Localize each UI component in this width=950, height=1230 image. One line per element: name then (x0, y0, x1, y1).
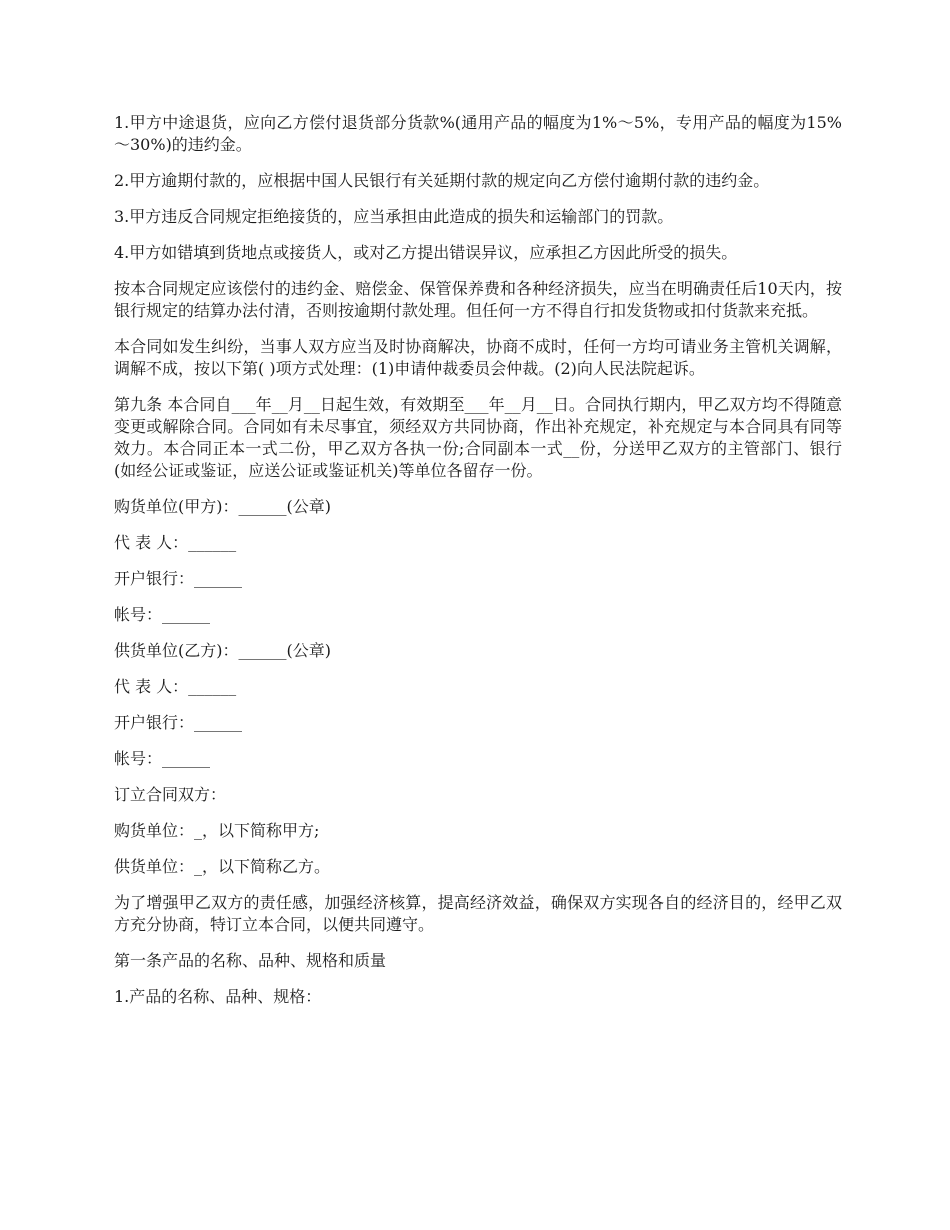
buyer-bank-line: 开户银行：______ (114, 569, 243, 588)
paragraph-article-nine: 第九条 本合同自___年__月__日起生效，有效期至___年__月__日。合同执行期内，甲乙双方均不得随意变更或解除合同。合同如有未尽事宜，须经双方共同协商，作出补充规定，补充规定与本合同具有同等效力。本合同正本一式二份，甲乙双方各执一份;合同副本一式__份，分送甲乙双方的主管部门、银行(如经公证或鉴证，应送公证或鉴证机关)等单位各留存一份。 (114, 395, 842, 480)
seller-bank-line: 开户银行：______ (114, 713, 243, 732)
article-one-heading: 第一条产品的名称、品种、规格和质量 (114, 951, 387, 970)
buyer-representative-line: 代 表 人：______ (114, 533, 237, 552)
paragraph-settlement: 按本合同规定应该偿付的违约金、赔偿金、保管保养费和各种经济损失，应当在明确责任后10天内，按银行规定的结算办法付清，否则按逾期付款处理。但任何一方不得自行扣发货物或扣付货款来充抵。 (114, 279, 842, 320)
seller-account-line: 帐号：______ (114, 749, 211, 768)
paragraph-dispute: 本合同如发生纠纷，当事人双方应当及时协商解决，协商不成时，任何一方均可请业务主管机关调解，调解不成，按以下第( )项方式处理：(1)申请仲裁委员会仲裁。(2)向人民法院起诉。 (114, 337, 842, 378)
paragraph-preamble: 为了增强甲乙双方的责任感，加强经济核算，提高经济效益，确保双方实现各自的经济目的，经甲乙双方充分协商，特订立本合同，以便共同遵守。 (114, 893, 842, 934)
paragraph-penalty-refuse-delivery: 3.甲方违反合同规定拒绝接货的，应当承担由此造成的损失和运输部门的罚款。 (114, 207, 674, 226)
seller-unit-line: 供货单位(乙方)：______(公章) (114, 641, 331, 660)
seller-party-line: 供货单位：_，以下简称乙方。 (114, 857, 331, 876)
product-spec-line: 1.产品的名称、品种、规格： (114, 987, 322, 1006)
buyer-unit-line: 购货单位(甲方)：______(公章) (114, 497, 331, 516)
paragraph-penalty-return: 1.甲方中途退货，应向乙方偿付退货部分货款%(通用产品的幅度为1%～5%，专用产品的幅度为15%～30%)的违约金。 (114, 113, 842, 154)
buyer-account-line: 帐号：______ (114, 605, 211, 624)
document-page (114, 112, 842, 1022)
parties-heading: 订立合同双方： (114, 785, 227, 804)
seller-representative-line: 代 表 人：______ (114, 677, 237, 696)
buyer-party-line: 购货单位：_，以下简称甲方; (114, 821, 320, 840)
paragraph-penalty-wrong-address: 4.甲方如错填到货地点或接货人，或对乙方提出错误异议，应承担乙方因此所受的损失。 (114, 243, 738, 262)
paragraph-penalty-late-payment: 2.甲方逾期付款的，应根据中国人民银行有关延期付款的规定向乙方偿付逾期付款的违约金。 (114, 171, 770, 190)
